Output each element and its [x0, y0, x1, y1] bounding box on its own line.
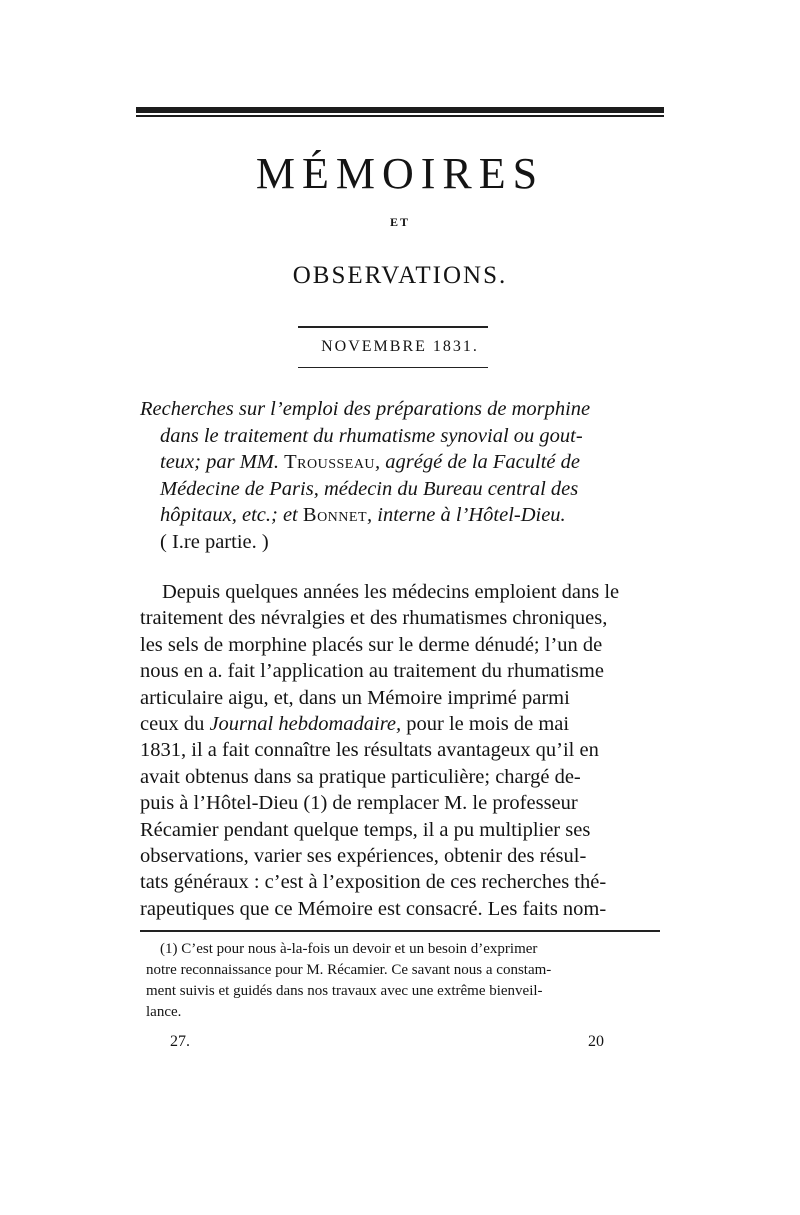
journal-title: Journal hebdomadaire, [209, 713, 402, 736]
top-rule-thin [136, 115, 664, 117]
section-title: MÉMOIRES [255, 149, 545, 198]
body-text [140, 579, 660, 922]
heading-line: dans le traitement du rhumatisme synovial ou gout- [160, 424, 583, 447]
date-rule-bottom [298, 367, 488, 368]
heading-line: Recherches sur l’emploi des préparations de morphine [140, 398, 591, 420]
body-line: Depuis quelques années les médecins emploient dans le [162, 581, 620, 603]
footnote-line: ment suivis et guidés dans nos travaux avec une extrême bienveil- [146, 983, 543, 999]
top-rule-thick [136, 107, 664, 113]
signature-mark-right: 20 [588, 1033, 604, 1050]
heading-line-part: hôpitaux, etc.; et [160, 504, 303, 526]
body-line: Récamier pendant quelque temps, il a pu multiplier ses [140, 818, 591, 841]
body-line: rapeutiques que ce Mémoire est consacré. Les faits nom- [140, 897, 607, 920]
body-line: traitement des névralgies et des rhumatismes chroniques, [140, 607, 608, 630]
signature-mark-left: 27. [170, 1033, 190, 1050]
body-line: puis à l’Hôtel-Dieu (1) de remplacer M. le professeur [140, 792, 578, 815]
footnote-line: lance. [146, 1004, 182, 1020]
author-name: Bonnet [302, 504, 367, 526]
footnote-rule [140, 930, 660, 932]
body-line: avait obtenus dans sa pratique particulière; chargé de- [140, 765, 581, 788]
body-line [140, 711, 660, 737]
section-subtitle: OBSERVATIONS. [292, 262, 508, 289]
footnote-line: (1) C’est pour nous à-la-fois un devoir et un besoin d’exprimer [160, 941, 538, 957]
heading-line-part: , interne à l’Hôtel-Dieu. [367, 504, 566, 526]
body-line-part: pour le mois de mai [401, 713, 570, 736]
heading-line-part: , agrégé de la Faculté de [375, 451, 580, 473]
section-conjunction: ET [389, 215, 410, 229]
body-line: nous en a. fait l’application au traitement du rhumatisme [140, 660, 604, 683]
body-line: tats généraux : c’est à l’exposition de ces recherches thé- [140, 871, 607, 894]
body-line: 1831, il a fait connaître les résultats avantageux qu’il en [140, 739, 599, 762]
heading-line: Médecine de Paris, médecin du Bureau central des [160, 477, 579, 500]
heading-line [140, 449, 670, 476]
issue-date: NOVEMBRE 1831. [321, 338, 479, 355]
author-name: Trousseau [284, 451, 376, 473]
body-line: les sels de morphine placés sur le derme dénudé; l’un de [140, 633, 603, 656]
article-heading [140, 396, 670, 555]
body-line: observations, varier ses expériences, obtenir des résul- [140, 845, 587, 868]
date-rule-top [298, 326, 488, 328]
footnote [146, 939, 666, 1023]
heading-line-part: teux; par MM. [160, 451, 285, 473]
footnote-line: notre reconnaissance pour M. Récamier. Ce savant nous a constam- [146, 962, 552, 978]
body-line-part: ceux du [140, 713, 210, 736]
heading-line [140, 502, 670, 529]
top-double-rule [136, 107, 664, 121]
body-line: articulaire aigu, et, dans un Mémoire imprimé parmi [140, 686, 570, 709]
part-label: ( I.re partie. ) [160, 530, 269, 553]
